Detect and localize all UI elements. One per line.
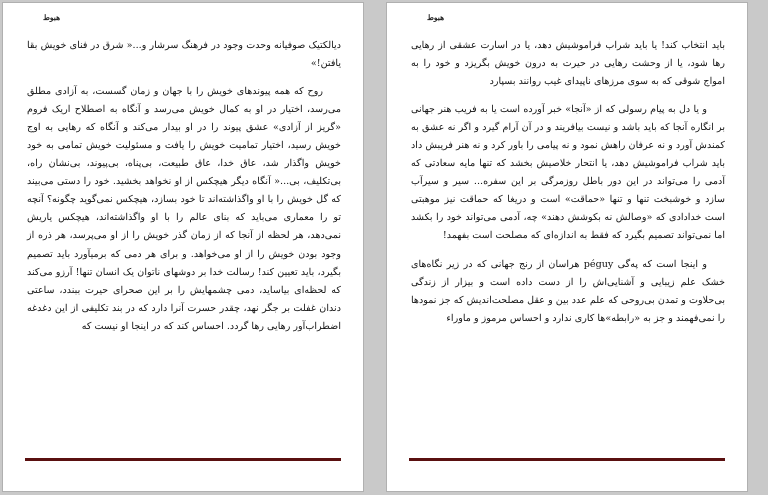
left-page <box>2 2 364 492</box>
paragraph: دیالکتیک صوفیانه وحدت وجود در فرهنگ سرشار و...« شرق در فنای خویش بقا یافتن!» <box>27 40 341 70</box>
running-head: هبوط <box>43 13 61 22</box>
right-page <box>386 2 748 492</box>
running-head: هبوط <box>427 13 445 22</box>
paragraph: باید انتخاب کند! یا باید شراب فراموشیش دهد، یا در اسارت عشقی از رهایی رها شود، یا از وحشت رهایی در حیرت به درون خویش بگریزد و خود را به امواج شوقی که به سوی مرزهای ناپیدای غیب روانند بسپارد <box>411 40 725 88</box>
paragraph: و یا دل به پیام رسولی که از «آنجا» خبر آورده است یا به فریب هنر جهانی بر انگاره آنجا که باید باشد و نیست بیافریند و در آن آرام گیرد و اگر نه عشق به کمندش آورد و نه عرفان راهش نمود و نه پیامی را باور کرد و نه هنر فریبش داد باید شراب فراموشیش دهد، یا انتحار خلاصیش بخشد که تنها مایه سعادتی که آدمی را می‌تواند در این دور باطل روزمرگی بر این سفره... سیر و سیرآب سازد و خوشبخت تنها و تنها «حماقت» است و دریغا که حماقت نیز موهبتی است خدادادی که «وصالش نه بکوشش دهند» چه، آدمی می‌تواند خود را بکشد اما نمی‌تواند تصمیم بگیرد که فقط به اندازه‌ای که مصلحت است بفهمد! <box>411 104 725 242</box>
paragraph: روح که همه پیوندهای خویش را با جهان و زمان گسست، به آزادی مطلق می‌رسد، اختیار در او به کمال خویش می‌رسد و آنگاه به اصطلاح اریک فروم «گریز از آزادی» عشق پیوند را در او بیدار می‌کند و آنگاه که رهایی به اوج خویش رسید، اختیار تمامیت خویش را یافت و مسئولیت خویش تمامی به خود خویش واگذار شد، عاق خدا، عاق طبیعت، بی‌پناه، بی‌پیوند، بی‌نشان راه، بی‌تکلیف، بی...« آنگاه دیگر هیچکس از او نخواهد بخشید. خود را دستی می‌بیند که گل خویش را با او واگذاشته‌اند تا خود بسازد، هیچکس نمی‌گوید چگونه؟ آنچه تو را معماری می‌باید که بنای عالم را با او واگذاشته‌اند، هیچکس یاریش نمی‌دهد، هر لحظه از آنجا که از زمان گذر خویش را از او می‌پرسد، هر ذره از وجود بودن خویش را از او می‌خواهد. و برای هر دمی که برمیآورد باید تصمیم بگیرد، باید تعیین کند! رسالت خدا بر دوشهای ناتوان یک انسان تنها! آرزو می‌کند که لحظه‌ای بیاساید، دمی چشمهایش را بر این صحرای حیرت ببندد، ساعتی دندان غفلت بر جگر نهد، چقدر حسرت آنرا دارد که در بند تکلیفی از این دغدغه اضطراب‌آور رهایی رها گردد. احساس کند که در اینجا او نیست که <box>27 86 341 332</box>
paragraph: و اینجا است که په‌گی péguy هراسان از رنج جهانی که در زیر نگاه‌های خشک علم زیبایی و آشنایی‌اش را از دست داده است و بیزار از زندگی بی‌حلاوت و تمدن بی‌روحی که علم عدد بین و عقل مصلحت‌اندیش که جز نمودها را نمی‌فهمند و جز به «رابطه»ها کاری ندارد و احساس مرموز و ماوراء <box>411 258 725 324</box>
page-body <box>411 37 725 328</box>
page-body <box>27 37 341 336</box>
footer-rule <box>409 458 725 461</box>
footer-rule <box>25 458 341 461</box>
